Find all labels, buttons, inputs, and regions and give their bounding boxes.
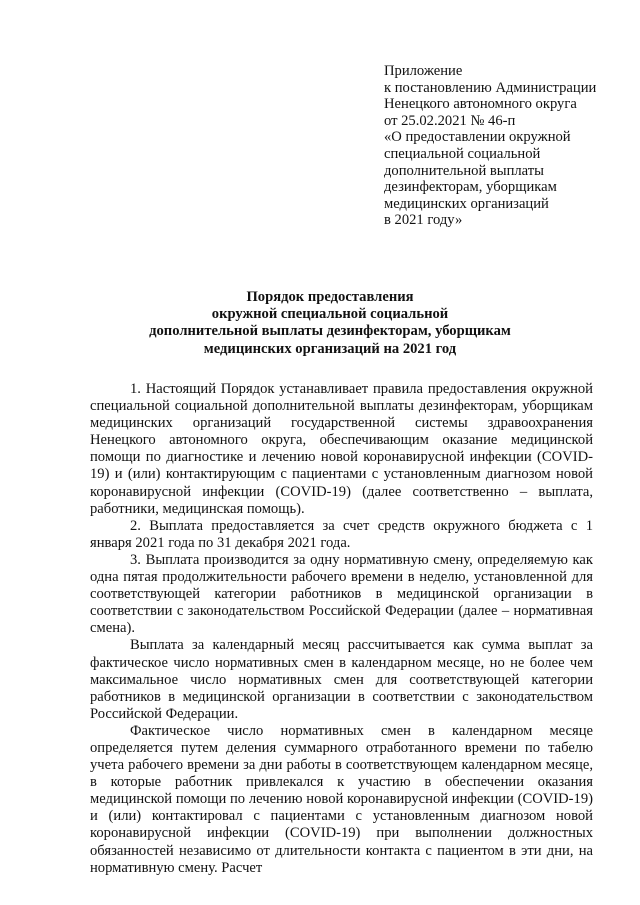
appendix-block xyxy=(384,63,624,229)
paragraph-1: 1. Настоящий Порядок устанавливает правила предоставления окружной специальной социальной дополнительной выплаты дезинфекторам, уборщикам медицинских организаций государственной системы здравоохранения Ненецкого автономного округа, обеспечивающим оказание медицинской помощи по диагностике и лечению новой коронавирусной инфекции (COVID-19) и (или) контактирующим с пациентами с установленным диагнозом новой коронавирусной инфекции (COVID-19) (далее соответственно – выплата, работники, медицинская помощь). xyxy=(90,381,593,517)
title-line: дополнительной выплаты дезинфекторам, уборщикам xyxy=(149,323,511,340)
appendix-line: в 2021 году» xyxy=(384,212,463,229)
appendix-line: «О предоставлении окружной xyxy=(384,129,571,146)
appendix-line: медицинских организаций xyxy=(384,195,549,212)
appendix-line: Ненецкого автономного округа xyxy=(384,96,577,113)
document-title xyxy=(90,289,570,358)
title-line: Порядок предоставления xyxy=(246,289,414,305)
appendix-line: к постановлению Администрации xyxy=(384,79,597,96)
appendix-line: дополнительной выплаты xyxy=(384,162,544,179)
paragraph-3: 3. Выплата производится за одну нормативную смену, определяемую как одна пятая продолжительности рабочего времени в неделю, установленной для соответствующей категории работников в медицинской организации в соответствии с законодательством Российской Федерации (далее – нормативная смена). xyxy=(90,551,593,637)
title-line: окружной специальной социальной xyxy=(211,306,449,323)
paragraph-4: Выплата за календарный месяц рассчитывается как сумма выплат за фактическое число нормативных смен в календарном месяце, но не более чем максимальное число нормативных смен для соответствующей категории работников в медицинской организации в соответствии с законодательством Российской Федерации. xyxy=(90,637,593,722)
appendix-line: Приложение xyxy=(384,63,463,79)
appendix-line: специальной социальной xyxy=(384,145,541,162)
appendix-line: дезинфекторам, уборщикам xyxy=(384,179,557,196)
document-body xyxy=(90,381,593,877)
title-line: медицинских организаций на 2021 год xyxy=(203,340,457,357)
appendix-line: от 25.02.2021 № 46-п xyxy=(384,112,516,129)
paragraph-5: Фактическое число нормативных смен в календарном месяце определяется путем деления суммарного отработанного времени по табелю учета рабочего времени за дни работы в соответствующем календарном месяце, в которые работник привлекался к участию в обеспечении оказания медицинской помощи по лечению новой коронавирусной инфекции (COVID-19) и (или) контактировал с пациентами с установленным диагнозом новой коронавирусной инфекции (COVID-19) при выполнении должностных обязанностей независимо от длительности контакта с пациентом в эти дни, на нормативную смену. Расчет xyxy=(90,722,593,876)
paragraph-2: 2. Выплата предоставляется за счет средств окружного бюджета с 1 января 2021 года по 31 декабря 2021 года. xyxy=(90,517,593,551)
